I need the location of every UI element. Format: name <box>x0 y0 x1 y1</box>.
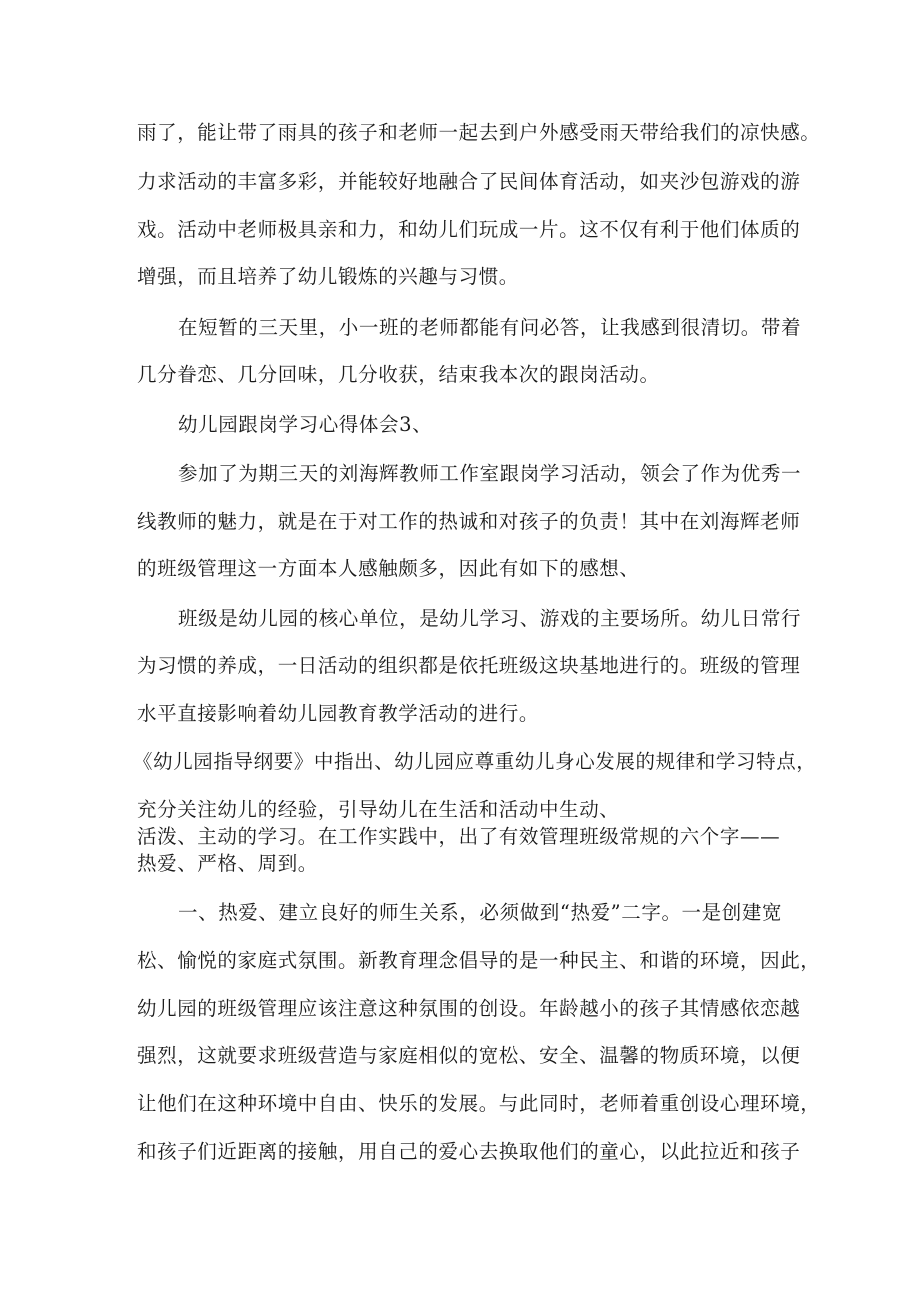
text-line: 强烈，这就要求班级营造与家庭相似的宽松、安全、温馨的物质环境，以便 <box>137 1044 801 1067</box>
text-line: 增强，而且培养了幼儿锻炼的兴趣与习惯。 <box>137 265 519 288</box>
text-line: 热爱、严格、周到。 <box>137 852 318 875</box>
text-line: 活泼、主动的学习。在工作实践中，出了有效管理班级常规的六个字—— <box>137 825 781 848</box>
text-line: 戏。活动中老师极具亲和力，和幼儿们玩成一片。这不仅有利于他们体质的 <box>137 218 801 241</box>
text-line: 的班级管理这一方面本人感触颇多，因此有如下的感想、 <box>137 557 640 580</box>
text-line: 参加了为期三天的刘海辉教师工作室跟岗学习活动，领会了作为优秀一 <box>178 462 802 485</box>
text-line: 松、愉悦的家庭式氛围。新教育理念倡导的是一种民主、和谐的环境，因此， <box>137 949 821 972</box>
text-line: 《幼儿园指导纲要》中指出、幼儿园应尊重幼儿身心发展的规律和学习特点， <box>133 750 817 773</box>
text-line: 线教师的魅力，就是在于对工作的热诚和对孩子的负责！其中在刘海辉老师 <box>137 510 801 533</box>
text-line: 充分关注幼儿的经验，引导幼儿在生活和活动中生动、 <box>137 798 620 821</box>
text-line: 在短暂的三天里，小一班的老师都能有问必答，让我感到很清切。带着 <box>178 316 802 339</box>
text-line: 为习惯的养成，一日活动的组织都是依托班级这块基地进行的。班级的管理 <box>137 654 801 677</box>
text-line: 雨了，能让带了雨具的孩子和老师一起去到户外感受雨天带给我们的凉快感。 <box>137 121 821 144</box>
text-line: 班级是幼儿园的核心单位，是幼儿学习、游戏的主要场所。幼儿日常行 <box>178 607 802 630</box>
text-line: 几分眷恋、几分回味，几分收获，结束我本次的跟岗活动。 <box>137 363 660 386</box>
section-heading: 幼儿园跟岗学习心得体会3、 <box>178 413 433 436</box>
text-line: 和孩子们近距离的接触，用自己的爱心去换取他们的童心，以此拉近和孩子 <box>137 1140 801 1163</box>
text-line: 一、热爱、建立良好的师生关系，必须做到“热爱”二字。一是创建宽 <box>178 901 783 924</box>
text-line: 幼儿园的班级管理应该注意这种氛围的创设。年龄越小的孩子其情感依恋越 <box>137 997 801 1020</box>
text-line: 力求活动的丰富多彩，并能较好地融合了民间体育活动，如夹沙包游戏的游 <box>137 170 801 193</box>
text-line: 水平直接影响着幼儿园教育教学活动的进行。 <box>137 702 540 725</box>
text-line: 让他们在这种环境中自由、快乐的发展。与此同时，老师着重创设心理环境， <box>137 1092 821 1115</box>
